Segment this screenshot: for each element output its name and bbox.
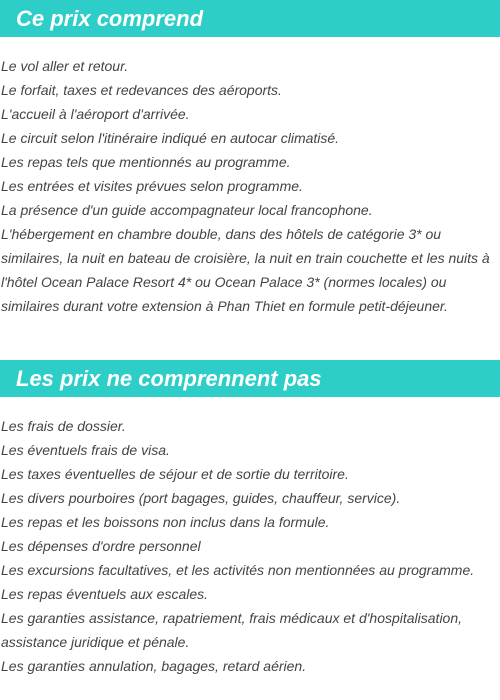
price-included-list [0,37,500,318]
price-excluded-heading: Les prix ne comprennent pas [0,360,500,397]
list-item: Les excursions facultatives, et les activités non mentionnées au programme. [1,562,475,578]
list-item: Le circuit selon l'itinéraire indiqué en autocar climatisé. [1,130,340,146]
list-item: Les garanties assistance, rapatriement, frais médicaux et d'hospitalisation, assistance juridique et pénale. [1,610,463,650]
list-item: Les dépenses d'ordre personnel [1,538,201,554]
list-item: Le forfait, taxes et redevances des aéroports. [1,82,282,98]
list-item: Les frais de dossier. [1,418,126,434]
list-item: Les entrées et visites prévues selon programme. [1,178,303,194]
list-item: Les repas éventuels aux escales. [1,586,209,602]
list-item: Les repas et les boissons non inclus dans la formule. [1,514,330,530]
price-included-heading: Ce prix comprend [0,0,500,37]
list-item: L'hébergement en chambre double, dans des hôtels de catégorie 3* ou similaires, la nuit en bateau de croisière, la nuit en train couchette et les nuits à l'hôtel Ocean Palace Resort 4* ou Ocean Palace 3* (normes locales) ou similaires durant votre extension à Phan Thiet en formule petit-déjeuner. [1,226,490,314]
list-item: La présence d'un guide accompagnateur local francophone. [1,202,373,218]
price-included-section [0,0,500,318]
price-excluded-section [0,360,500,678]
list-item: Les repas tels que mentionnés au programme. [1,154,291,170]
list-item: Les divers pourboires (port bagages, guides, chauffeur, service). [1,490,401,506]
list-item: Le vol aller et retour. [1,58,129,74]
list-item: Les garanties annulation, bagages, retard aérien. [1,658,307,674]
list-item: L'accueil à l'aéroport d'arrivée. [1,106,190,122]
list-item: Les éventuels frais de visa. [1,442,170,458]
list-item: Les taxes éventuelles de séjour et de sortie du territoire. [1,466,349,482]
price-excluded-list [0,397,500,678]
